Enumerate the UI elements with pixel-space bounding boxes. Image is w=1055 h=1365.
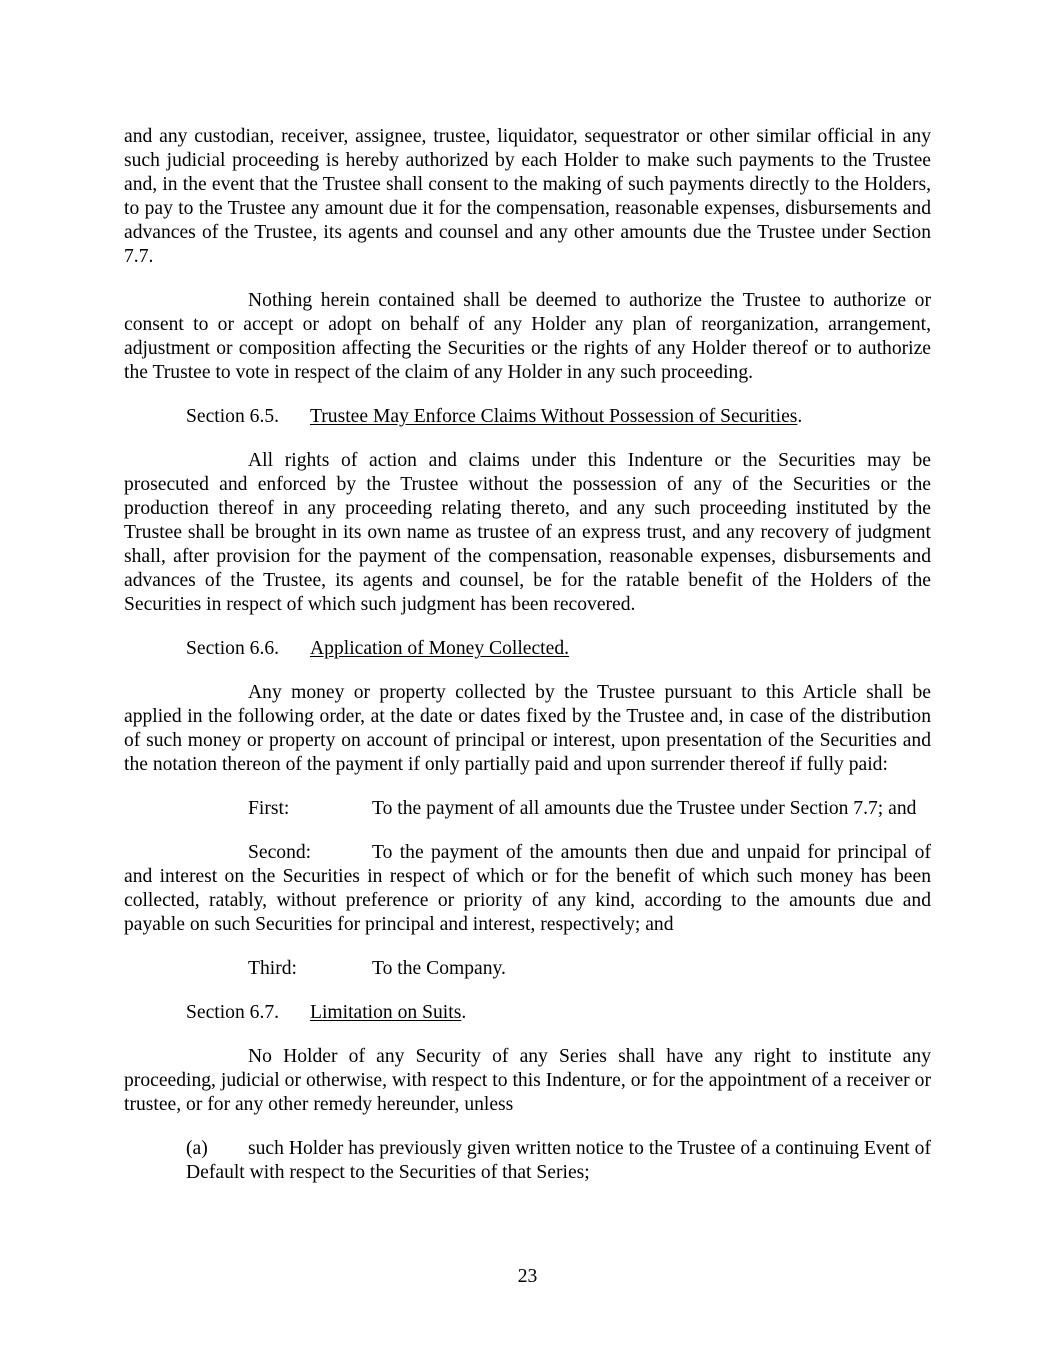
paragraph-money-collected: Any money or property collected by the Trustee pursuant to this Article shall be applied in the following order, at the date or dates fixed by the Trustee and, in case of the distribution of such money or property on account of principal or interest, upon presentation of the Securities and the notation thereon of the payment if only partially paid and upon surrender thereof if fully paid:	[124, 682, 931, 775]
paragraph-limitation-on-suits: No Holder of any Security of any Series shall have any right to institute any proceeding, judicial or otherwise, with respect to this Indenture, or for the appointment of a receiver or trustee, or for any other remedy hereunder, unless	[124, 1046, 931, 1115]
section-heading-6-7	[186, 1001, 931, 1025]
section-number: Section 6.6.	[186, 638, 280, 659]
page-number: 23	[517, 1266, 538, 1287]
condition-item-a	[186, 1137, 931, 1185]
condition-label: (a)	[186, 1138, 208, 1159]
paragraph-no-authorization: Nothing herein contained shall be deemed to authorize the Trustee to authorize or consent to or accept or adopt on behalf of any Holder any plan of reorganization, arrangement, adjustment or composition affecting the Securities or the rights of any Holder thereof or to authorize the Trustee to vote in respect of the claim of any Holder in any such proceeding.	[124, 290, 931, 383]
priority-text: To the Company.	[372, 958, 506, 979]
section-number: Section 6.7.	[186, 1002, 280, 1023]
section-title: Limitation on Suits	[310, 1002, 462, 1023]
condition-text: such Holder has previously given written notice to the Trustee of a continuing Event of Default with respect to the Securities of that Series;	[186, 1138, 931, 1183]
section-heading-6-6	[186, 637, 931, 661]
paragraph-custodian-payments: and any custodian, receiver, assignee, trustee, liquidator, sequestrator or other similar official in any such judicial proceeding is hereby authorized by each Holder to make such payments to the Trustee and, in the event that the Trustee shall consent to the making of such payments directly to the Holders, to pay to the Trustee any amount due it for the compensation, reasonable expenses, disbursements and advances of the Trustee, its agents and counsel and any other amounts due the Trustee under Section 7.7.	[124, 126, 931, 267]
priority-item-first	[124, 797, 931, 821]
section-number: Section 6.5.	[186, 406, 280, 427]
document-page	[124, 125, 931, 1205]
priority-text: To the payment of all amounts due the Trustee under Section 7.7; and	[372, 798, 917, 819]
section-heading-6-5	[186, 405, 931, 429]
paragraph-rights-of-action: All rights of action and claims under this Indenture or the Securities may be prosecuted and enforced by the Trustee without the possession of any of the Securities or the production thereof in any proceeding relating thereto, and any such proceeding instituted by the Trustee shall be brought in its own name as trustee of an express trust, and any recovery of judgment shall, after provision for the payment of the compensation, reasonable expenses, disbursements and advances of the Trustee, its agents and counsel, be for the ratable benefit of the Holders of the Securities in respect of which such judgment has been recovered.	[124, 450, 931, 615]
section-title: Trustee May Enforce Claims Without Possession of Securities	[310, 406, 798, 427]
section-title: Application of Money Collected.	[310, 638, 570, 659]
section-title-suffix: .	[461, 1002, 467, 1023]
priority-item-second	[124, 841, 931, 937]
priority-label: Third:	[248, 958, 297, 979]
priority-label: Second:	[248, 842, 312, 863]
section-title-suffix: .	[797, 406, 803, 427]
priority-text: To the payment of the amounts then due and unpaid for principal of and interest on the Securities in respect of which or for the benefit of which such money has been collected, ratably, without preference or priority of any kind, according to the amounts due and payable on such Securities for principal and interest, respectively; and	[124, 842, 931, 935]
priority-item-third	[124, 957, 931, 981]
priority-label: First:	[248, 798, 290, 819]
